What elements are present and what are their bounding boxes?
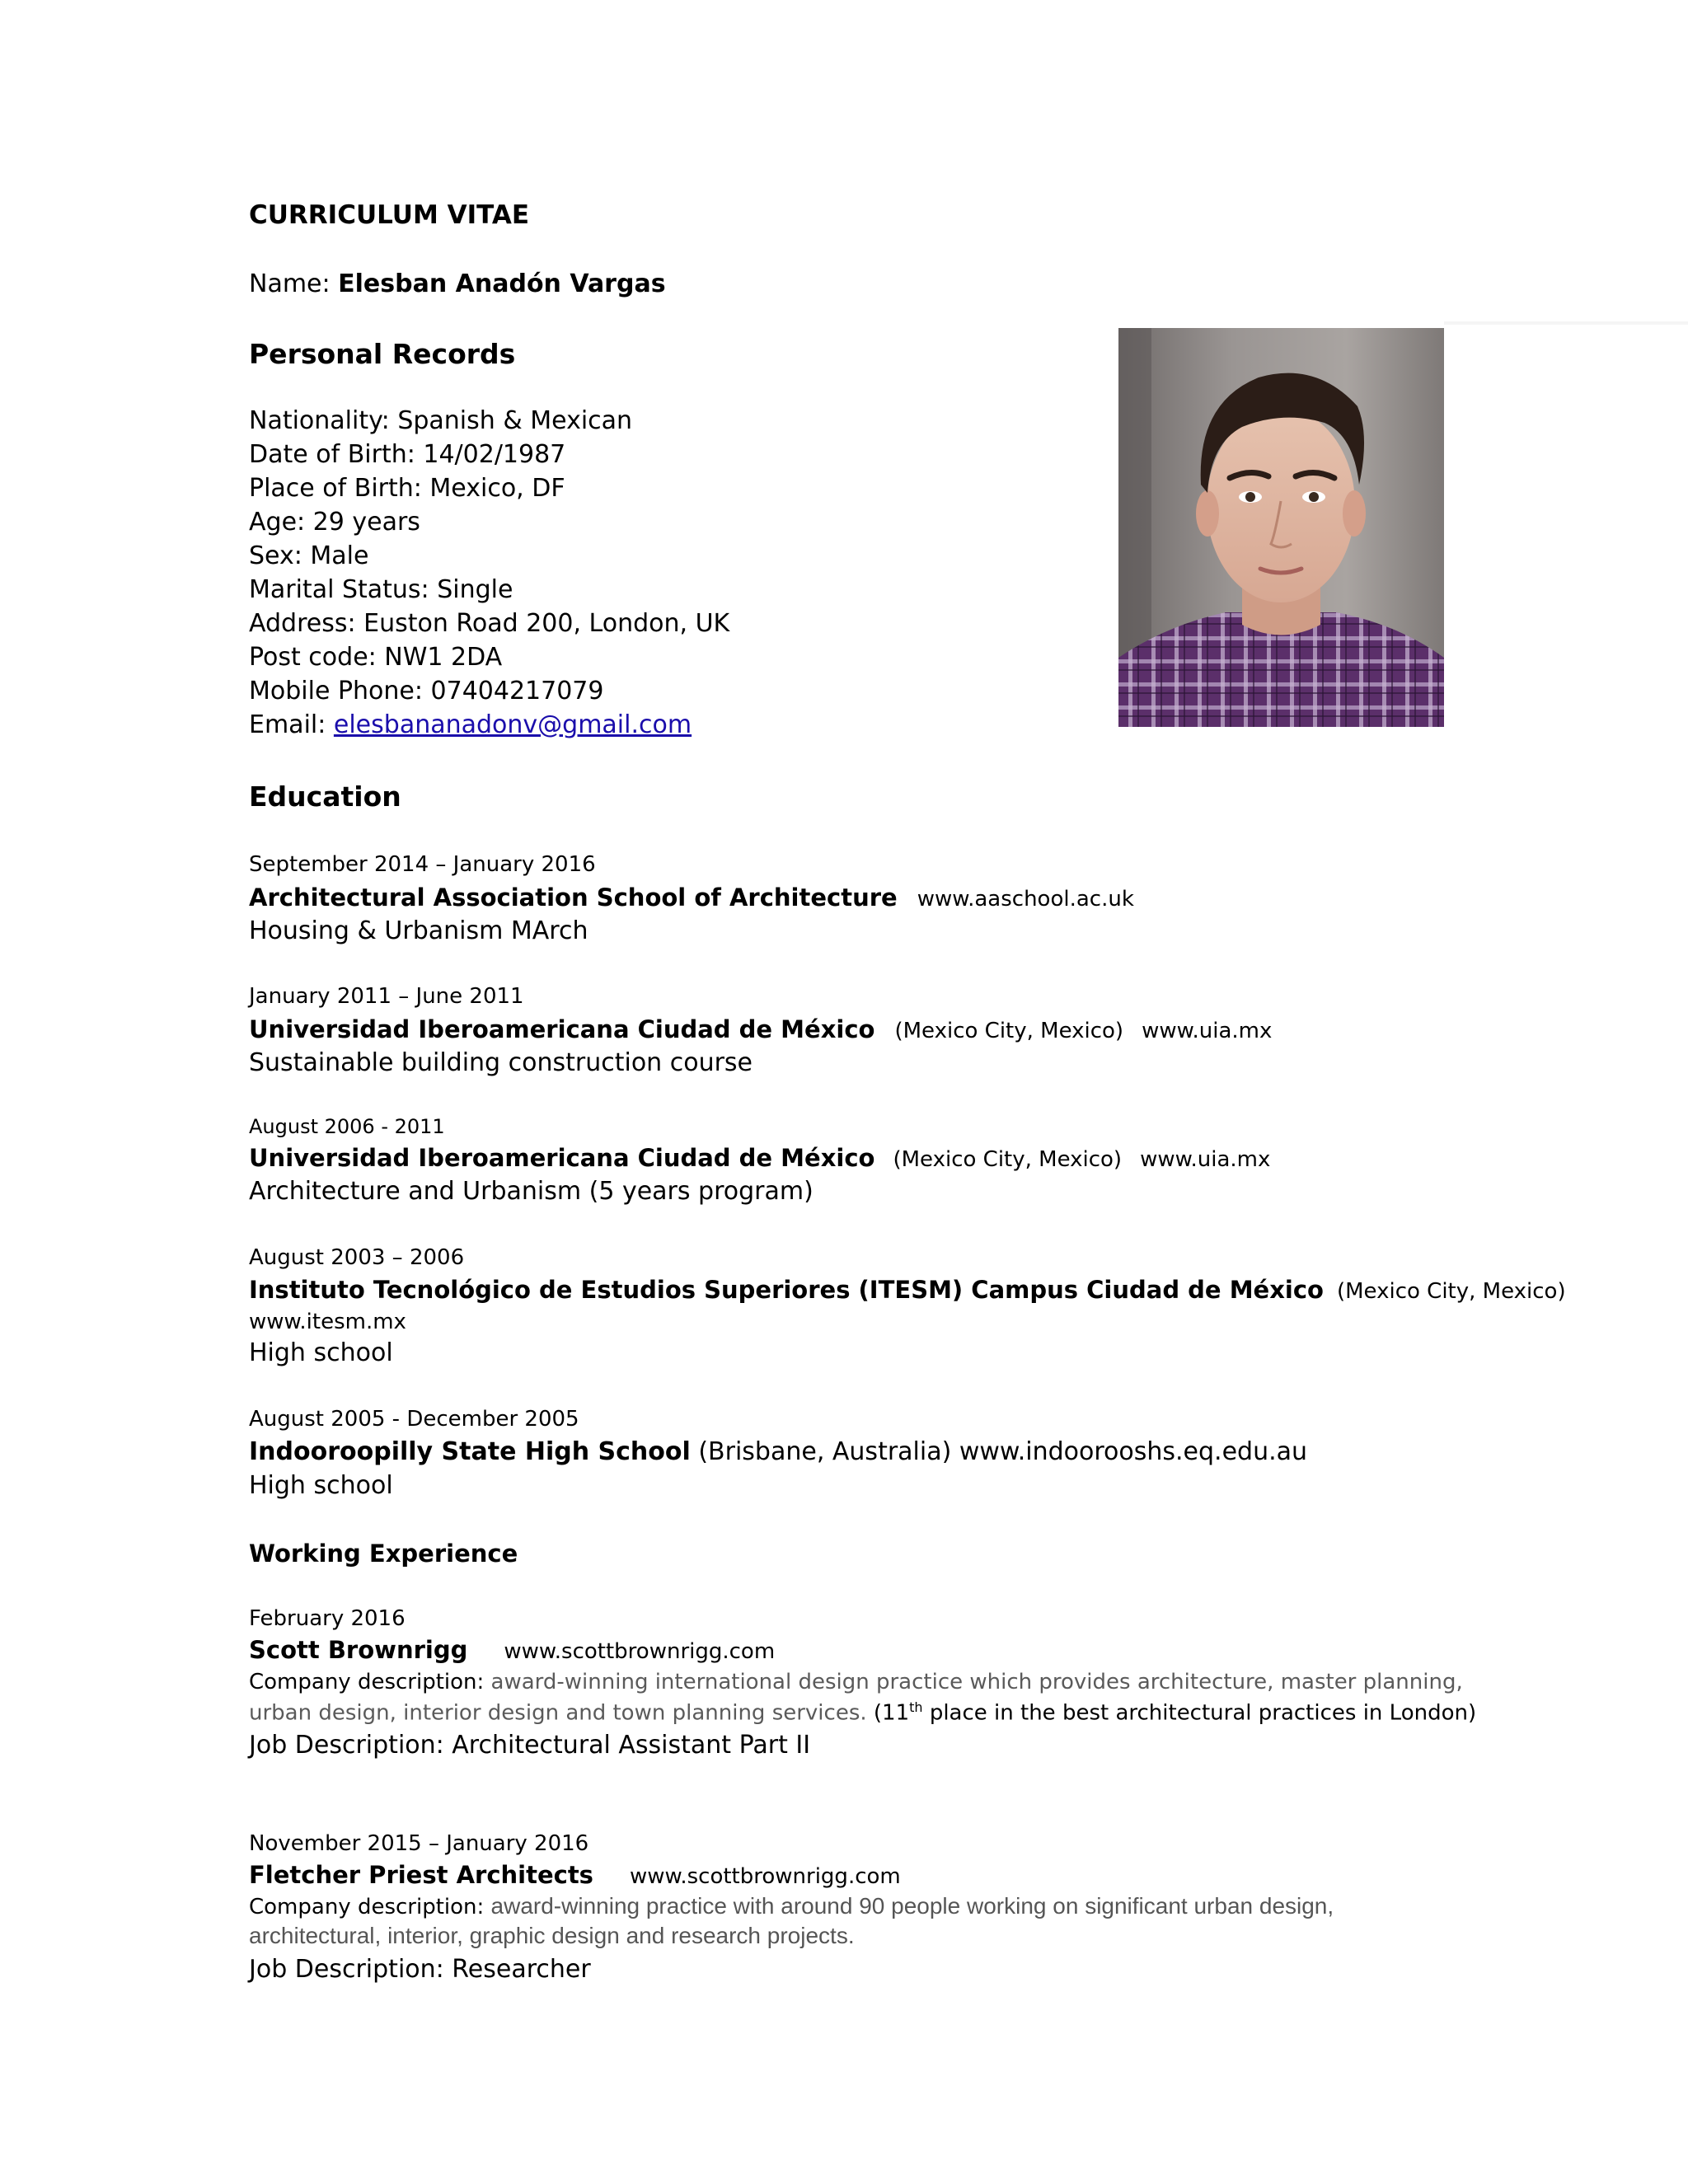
work-1-date: February 2016 bbox=[249, 1606, 406, 1631]
work-2-url: www.scottbrownrigg.com bbox=[629, 1864, 901, 1889]
document-title: CURRICULUM VITAE bbox=[249, 200, 530, 230]
education-4-date: August 2003 – 2006 bbox=[249, 1245, 465, 1270]
photo-top-edge bbox=[1444, 321, 1688, 325]
education-2-location: (Mexico City, Mexico) bbox=[894, 1019, 1124, 1043]
education-5-institution: Indooroopilly State High School bbox=[249, 1437, 691, 1466]
marital-status: Marital Status: Single bbox=[249, 575, 513, 604]
email-label: Email: bbox=[249, 710, 334, 739]
name-line bbox=[249, 269, 666, 298]
education-1-institution-line bbox=[249, 883, 1134, 912]
education-2-date: January 2011 – June 2011 bbox=[249, 984, 524, 1009]
education-5-url: www.indoorooshs.eq.edu.au bbox=[959, 1437, 1308, 1466]
work-1-company: Scott Brownrigg bbox=[249, 1636, 468, 1664]
work-1-job: Job Description: Architectural Assistant Part II bbox=[249, 1731, 811, 1760]
education-1-program: Housing & Urbanism MArch bbox=[249, 916, 588, 945]
work-2-desc-line-2 bbox=[249, 1923, 855, 1949]
education-3-institution-line bbox=[249, 1144, 1270, 1172]
education-5-date: August 2005 - December 2005 bbox=[249, 1407, 579, 1432]
education-3-url: www.uia.mx bbox=[1140, 1147, 1271, 1172]
work-2-desc-text-1: award-winning practice with around 90 people working on significant urban design, bbox=[490, 1893, 1334, 1919]
email-line bbox=[249, 710, 692, 739]
work-2-company-line bbox=[249, 1861, 901, 1889]
work-1-desc-text-2: urban design, interior design and town planning services. bbox=[249, 1700, 867, 1726]
education-3-location: (Mexico City, Mexico) bbox=[893, 1147, 1123, 1172]
education-2-program: Sustainable building construction course bbox=[249, 1048, 753, 1077]
education-2-institution: Universidad Iberoamericana Ciudad de México bbox=[249, 1015, 875, 1043]
education-5-program: High school bbox=[249, 1471, 393, 1500]
portrait-photo-icon bbox=[1118, 328, 1444, 727]
personal-records-heading: Personal Records bbox=[249, 338, 516, 370]
education-5-location: (Brisbane, Australia) bbox=[698, 1437, 952, 1466]
education-3-program: Architecture and Urbanism (5 years program) bbox=[249, 1177, 814, 1206]
education-4-program: High school bbox=[249, 1338, 393, 1367]
education-5-institution-line bbox=[249, 1437, 1307, 1466]
age: Age: 29 years bbox=[249, 508, 420, 537]
work-1-desc-line-1 bbox=[249, 1670, 1463, 1694]
education-3-date: August 2006 - 2011 bbox=[249, 1115, 445, 1138]
work-1-desc-rank-tail: place in the best architectural practices in London) bbox=[922, 1700, 1477, 1726]
sex: Sex: Male bbox=[249, 541, 369, 570]
work-1-desc-rank: (11 bbox=[866, 1700, 910, 1726]
education-heading: Education bbox=[249, 780, 401, 813]
place-of-birth: Place of Birth: Mexico, DF bbox=[249, 474, 565, 503]
work-2-job: Job Description: Researcher bbox=[249, 1955, 591, 1984]
work-1-desc-line-2 bbox=[249, 1699, 1476, 1726]
work-2-company: Fletcher Priest Architects bbox=[249, 1861, 593, 1889]
education-4-url: www.itesm.mx bbox=[249, 1310, 406, 1334]
work-2-desc-text-2: architectural, interior, graphic design and research projects. bbox=[249, 1923, 855, 1948]
education-2-institution-line bbox=[249, 1015, 1272, 1043]
education-3-institution: Universidad Iberoamericana Ciudad de México bbox=[249, 1144, 875, 1172]
education-1-url: www.aaschool.ac.uk bbox=[917, 887, 1134, 912]
name-value: Elesban Anadón Vargas bbox=[338, 269, 666, 298]
work-2-desc-label: Company description: bbox=[249, 1895, 491, 1919]
name-label: Name: bbox=[249, 269, 339, 298]
email-link[interactable]: elesbananadonv@gmail.com bbox=[333, 710, 692, 739]
work-2-date: November 2015 – January 2016 bbox=[249, 1831, 589, 1856]
education-2-url: www.uia.mx bbox=[1142, 1019, 1273, 1043]
work-1-company-line bbox=[249, 1636, 775, 1664]
education-4-institution: Instituto Tecnológico de Estudios Superiores (ITESM) Campus Ciudad de México bbox=[249, 1276, 1324, 1304]
work-1-desc-text-1: award-winning international design practice which provides architecture, master planning, bbox=[490, 1670, 1463, 1694]
post-code: Post code: NW1 2DA bbox=[249, 643, 503, 672]
education-4-location: (Mexico City, Mexico) bbox=[1336, 1279, 1566, 1304]
education-1-institution: Architectural Association School of Architecture bbox=[249, 883, 898, 912]
working-experience-heading: Working Experience bbox=[249, 1540, 518, 1568]
education-4-institution-line bbox=[249, 1276, 1566, 1304]
address: Address: Euston Road 200, London, UK bbox=[249, 609, 730, 638]
work-2-desc-line-1 bbox=[249, 1893, 1334, 1919]
date-of-birth: Date of Birth: 14/02/1987 bbox=[249, 440, 566, 469]
work-1-desc-sup: th bbox=[909, 1699, 923, 1715]
nationality: Nationality: Spanish & Mexican bbox=[249, 406, 633, 435]
work-1-desc-label: Company description: bbox=[249, 1670, 491, 1694]
mobile-phone: Mobile Phone: 07404217079 bbox=[249, 677, 604, 705]
work-1-url: www.scottbrownrigg.com bbox=[504, 1639, 776, 1664]
education-1-date: September 2014 – January 2016 bbox=[249, 852, 596, 877]
